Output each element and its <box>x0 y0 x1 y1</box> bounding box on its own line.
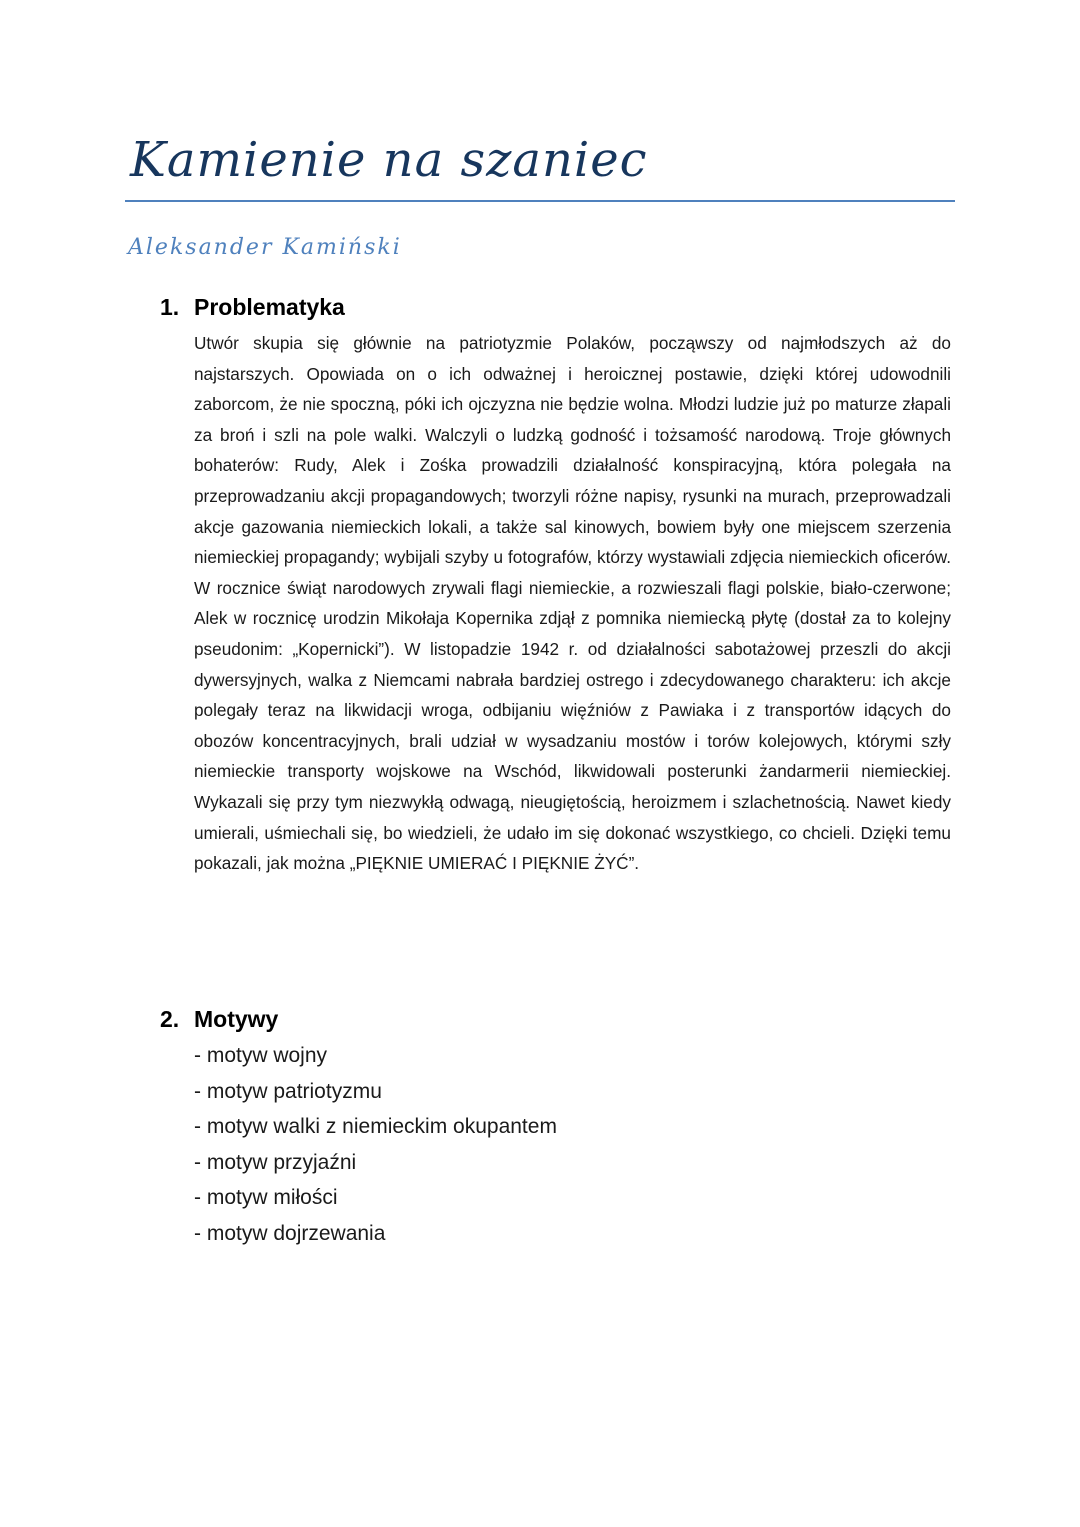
list-item: - motyw miłości <box>194 1186 338 1209</box>
list-item: - motyw dojrzewania <box>194 1221 386 1245</box>
section-number: 1. <box>160 294 180 320</box>
list-item: - motyw wojny <box>194 1044 328 1067</box>
title-underline <box>125 200 955 202</box>
list-item: - motyw patriotyzmu <box>194 1079 382 1103</box>
section-heading <box>160 292 960 322</box>
list-item: - motyw przyjaźni <box>194 1150 357 1174</box>
list-item: - motyw walki z niemieckim okupantem <box>194 1115 557 1138</box>
document-title: Kamienie na szaniec <box>130 132 648 188</box>
section-motywy <box>160 1004 960 1251</box>
section-paragraph: Utwór skupia się głównie na patriotyzmie Polaków, począwszy od najmłodszych aż do najstarszych. Opowiada on o ich odważnej i heroicznej postawie, dzięki której udowodnili zaborcom, że nie spoczną, póki ich ojczyzna nie będzie wolna. Młodzi ludzie już po maturze złapali za broń i szli na pole walki. Walczyli o ludzką godność i tożsamość narodową. Troje głównych bohaterów: Rudy, Alek i Zośka prowadzili działalność konspiracyjną, która polegała na przeprowadzaniu akcji propagandowych; tworzyli różne napisy, rysunki na murach, przeprowadzali akcje gazowania niemieckich lokali, a także sal kinowych, bowiem były one miejscem szerzenia niemieckiej propagandy; wybijali szyby u fotografów, którzy wystawiali zdjęcia niemieckich oficerów. W rocznice świąt narodowych zrywali flagi niemieckie, a rozwieszali flagi polskie, biało-czerwone; Alek w rocznicę urodzin Mikołaja Kopernika zdjął z pomnika niemiecką płytę (dostał za to kolejny pseudonim: „Kopernicki”). W listopadzie 1942 r. od działalności sabotażowej przeszli do akcji dywersyjnych, walka z Niemcami nabrała bardziej ostrego i zdecydowanego charakteru: ich akcje polegały teraz na likwidacji wroga, odbijaniu więźniów z Pawiaka i z transportów idących do obozów koncentracyjnych, brali udział w wysadzaniu mostów i torów kolejowych, którymi szły niemieckie transporty wojskowe na Wschód, likwidowali posterunki żandarmerii niemieckiej. Wykazali się przy tym niezwykłą odwagą, nieugiętością, heroizmem i szlachetnością. Nawet kiedy umierali, uśmiechali się, bo wiedzieli, że udało im się dokonać wszystkiego, co chcieli. Dzięki temu pokazali, jak można „PIĘKNIE UMIERAĆ I PIĘKNIE ŻYĆ”. <box>194 333 951 874</box>
section-heading <box>160 1004 960 1034</box>
section-problematyka <box>160 292 960 879</box>
section-number: 2. <box>160 1006 180 1032</box>
motif-list <box>194 1038 960 1251</box>
document-author: Aleksander Kamiński <box>128 235 402 260</box>
section-title: Motywy <box>194 1006 279 1032</box>
section-title: Problematyka <box>194 294 345 320</box>
